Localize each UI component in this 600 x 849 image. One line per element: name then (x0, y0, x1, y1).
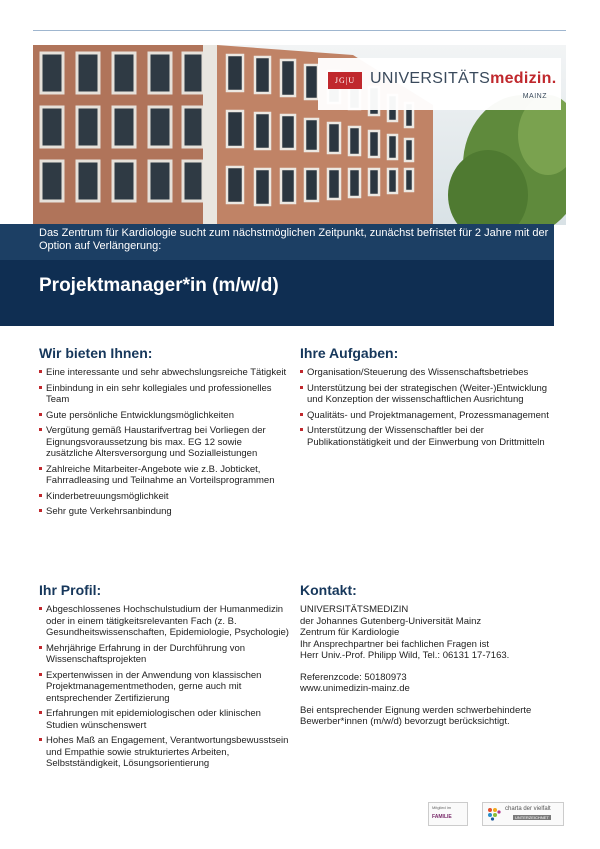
section-heading: Ihr Profil: (39, 582, 102, 598)
contact-line: der Johannes Gutenberg-Universität Mainz (300, 615, 482, 627)
section-heading: Kontakt: (300, 582, 357, 598)
list-item: Einbindung in ein sehr kollegiales und professionelles Team (39, 383, 289, 406)
dots-icon (487, 807, 501, 821)
charta-der-vielfalt-logo (482, 802, 564, 826)
section-heading: Wir bieten Ihnen: (39, 345, 153, 361)
list-item: Unterstützung bei der strategischen (Weiter-)Entwicklung und Konzeption der wissenschaftlichen Ausrichtung (300, 383, 555, 406)
logo-wordmark (370, 70, 556, 88)
contact-address (300, 604, 560, 662)
section-heading: Ihre Aufgaben: (300, 345, 399, 361)
section-profile (39, 582, 294, 774)
tasks-list (300, 367, 555, 448)
benefits-list (39, 367, 289, 518)
contact-reference (300, 672, 560, 695)
list-item: Gute persönliche Entwicklungsmöglichkeiten (39, 410, 289, 422)
list-item: Unterstützung der Wissenschaftler bei der Publikationstätigkeit und der Einwerbung von Drittmitteln (300, 425, 555, 448)
badge-caption: Mitglied im (432, 805, 452, 810)
list-item: Expertenwissen in der Anwendung von klassischen Projektmanagementmethoden, gerne auch mit entsprechender Zertifizierung (39, 670, 294, 705)
badge-label: charta der vielfalt (505, 806, 551, 812)
jgu-logo-mark: JG|U (328, 72, 362, 89)
contact-line: Zentrum für Kardiologie (300, 627, 400, 638)
section-contact (300, 582, 560, 738)
logo-location: MAINZ (522, 93, 547, 100)
profile-list (39, 604, 294, 770)
list-item: Abgeschlossenes Hochschulstudium der Humanmedizin oder in einem tätigkeitsrelevanten Fach (z. B. Gesundheitswissenschaften, Epidemiologie, Psychologie) (39, 604, 294, 639)
contact-line: Ihr Ansprechpartner bei fachlichen Fragen ist (300, 638, 490, 650)
top-divider (33, 30, 566, 31)
list-item: Vergütung gemäß Haustarifvertrag bei Vorliegen der Eignungsvoraussetzung bis max. EG 12 sowie zusätzliche Altersversorgung und Sozialleistungen (39, 425, 289, 460)
section-benefits (39, 345, 289, 522)
list-item: Kinderbetreuungsmöglichkeit (39, 491, 289, 503)
list-item: Sehr gute Verkehrsanbindung (39, 506, 289, 518)
family-badge-logo (428, 802, 468, 826)
section-tasks (300, 345, 555, 452)
website-link[interactable]: www.unimedizin-mainz.de (300, 683, 410, 694)
university-logo (318, 58, 561, 110)
logo-highlight: medizin. (490, 70, 557, 87)
contact-line: UNIVERSITÄTSMEDIZIN (300, 604, 409, 615)
badge-caption: UNTERZEICHNET (515, 815, 549, 820)
badge-label: FAMILIE (432, 814, 452, 820)
reference-code: Referenzcode: 50180973 (300, 671, 407, 683)
intro-text: Das Zentrum für Kardiologie sucht zum nächstmöglichen Zeitpunkt, zunächst befristet für 2 Jahre mit der Option auf Verlängerung: (39, 227, 549, 252)
equal-opportunity-note: Bei entsprechender Eignung werden schwerbehinderte Bewerber*innen (m/w/d) bevorzugt berücksichtigt. (300, 704, 532, 727)
list-item: Organisation/Steuerung des Wissenschaftsbetriebes (300, 367, 555, 379)
list-item: Erfahrungen mit epidemiologischen oder klinischen Studien wünschenswert (39, 708, 294, 731)
job-title: Projektmanager*in (m/w/d) (39, 275, 279, 296)
contact-person: Herr Univ.-Prof. Philipp Wild, Tel.: 06131 17-7163. (300, 650, 510, 661)
logo-prefix: UNIVERSITÄTS (370, 70, 491, 87)
list-item: Qualitäts- und Projektmanagement, Prozessmanagement (300, 410, 555, 422)
list-item: Eine interessante und sehr abwechslungsreiche Tätigkeit (39, 367, 289, 379)
list-item: Mehrjährige Erfahrung in der Durchführung von Wissenschaftsprojekten (39, 643, 294, 666)
list-item: Zahlreiche Mitarbeiter-Angebote wie z.B. Jobticket, Fahrradleasing und Teilnahme an Vorteilsprogrammen (39, 464, 289, 487)
list-item: Hohes Maß an Engagement, Verantwortungsbewusstsein und Empathie sowie strukturiertes Arbeiten, Selbstständigkeit, Lösungsorientierung (39, 735, 294, 770)
